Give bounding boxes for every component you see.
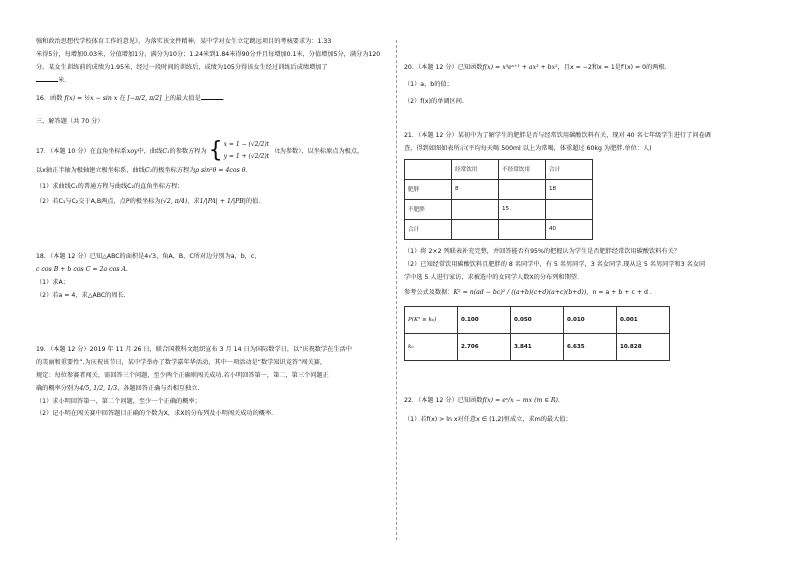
contingency-table <box>404 159 593 240</box>
q21-part2: （2）已知经常饮用碳酸饮料且肥胖的 8 名同学中，有 5 名男同学，3 名女同学.现从这 5 名男同学和3 名女同 <box>404 260 706 268</box>
left-column <box>36 36 391 421</box>
q17-part1: （1）求曲线C₁的普通方程与曲线C₂的直角坐标方程； <box>36 182 184 190</box>
column-divider <box>396 40 397 540</box>
q18-condition: c cos B + b cos C = 2a cos A. <box>36 265 128 273</box>
critical-value-table <box>404 306 670 361</box>
q18-part1: （1）求A； <box>36 278 69 286</box>
q19-line: 的美丽和重要性”.为庆祝该节日，某中学举办了数学嘉年华活动，其中一项活动是“数学知识竞答”闯关赛， <box>36 359 327 367</box>
reference-formula: 参考公式及数据：K² = n(ad − bc)² / ((a+b)(c+d)(a+c)(b+d))，n = a + b + c + d . <box>404 289 652 297</box>
q15-cont-line: 分。某女生训练前的成绩为1.95米，经过一段时间的训练后，成绩为105分得该女生经过训练后成绩增加了 <box>36 63 328 71</box>
answer-blank <box>36 74 58 82</box>
q15-cont-line: 米得5分，每增加0.03米，分值增加1分，满分为10分；1.24米到1.84米得90分并且每增加0.1米，分值增加5分，满分为120 <box>36 50 381 58</box>
q20-part2: （2）f(x)的单调区间. <box>404 97 464 105</box>
parametric-system: x = 1 − (√2/2)t y = 1 + (√2/2)t <box>223 140 270 160</box>
q17-line2: 以x轴正半轴为极轴建立极坐标系，曲线C₂的极坐标方程为ρ sin²θ = 4cos θ. <box>36 166 248 174</box>
q21-line: 查，得到如图如表所示(平均每天喝 500ml 以上为常喝，体重超过 60kg 为肥胖.单位：人) <box>404 145 652 153</box>
q19-line: 确的概率分别为4/5, 1/2, 1/3，各题回答正确与否相互独立. <box>36 384 200 392</box>
q22-part1: （1）若f(x) > ln x对任意x ∈ (1,2)恒成立，求m的最大值； <box>404 415 572 423</box>
question-21: 21．（本题 12 分）某初中为了解学生的肥胖是否与经常饮用碳酸饮料有关，现对 40 名七年级学生进行了问卷调 <box>404 132 711 140</box>
table-row: 不肥胖 15 <box>405 199 593 219</box>
table-row: k₀ 2.706 3.841 6.635 10.828 <box>405 334 670 361</box>
q21-part1: （1）将 2×2 列联表补充完整，并回答能否有95%的把握认为学生是否肥胖经常饮用碳酸饮料有关？ <box>404 247 680 255</box>
question-20: 20．（本题 12 分）已知函数f(x) = x³eˣ⁺¹ + ax³ + bx²，且x = −2和x = 1是f′(x) = 0的两根. <box>404 64 667 71</box>
question-18: 18．（本题 12 分）已知△ABC的面积是4√3，角A，B，C所对边分别为a，b，c， <box>36 253 261 261</box>
q17-part2: （2）若C₁与C₂交于A,B两点，点P的极坐标为(√2, π/4)，求1/|PA| + 1/|PB|的值. <box>36 198 261 206</box>
question-22: 22．（本题 12 分）已知函数f(x) = eˣ/x − mx (m ∈ R). <box>404 397 560 405</box>
table-row: P(K² ≥ k₀) 0.100 0.050 0.010 0.001 <box>405 307 670 334</box>
q19-part2: （2）记小明在闯关赛中回答题目正确的个数为X，求X的分布列及小明闯关成功的概率. <box>36 410 274 418</box>
table-row: 肥胖 8 18 <box>405 179 593 199</box>
q21-part2-line: 学中选 5 人进行家访，求被选中的女同学人数X的分布列和期望. <box>404 273 579 281</box>
system-brace: { <box>208 137 223 163</box>
q20-part1: （1）a，b的值； <box>404 80 453 88</box>
question-17: 17．（本题 10 分）在直角坐标系xoy中，曲线C₁的参数方程为 {x = 1 − (√2/2)t y = 1 + (√2/2)t （t为参数），以坐标原点为极点， <box>36 137 364 163</box>
q19-part1: （1）求小明回答第一，第二个问题，至少一个正确的概率； <box>36 397 201 405</box>
q19-line: 规定：每位参赛者闯关，需回答三个问题，至少两个正确则闯关成功.若小明回答第一，第二，第三个问题正 <box>36 371 329 379</box>
q18-part2: （2）若a = 4，求△ABC的周长. <box>36 291 126 299</box>
table-row: 经常饮用 不经常饮用 合计 <box>405 159 593 179</box>
q15-cont-line: 米. <box>36 74 391 88</box>
question-19: 19．（本题 12 分）2019 年 11 月 26 日，联合国教科文组织宣布 3 月 14 日为国际数学日，以“庆祝数学在生活中 <box>36 346 352 354</box>
q15-cont-line: 强和政治思想代学校体育工作的意见》，为落实该文件精神，某中学对女生立定跳远项目的考核要求为：1.33 <box>36 38 332 45</box>
table-row: 合计 40 <box>405 219 593 239</box>
answer-blank <box>201 92 223 100</box>
question-16: 16．函数 f(x) = ½x − sin x 在 [−π/2, π/2] 上的最大值是 . <box>36 92 391 106</box>
section-3-heading: 三、解答题（共 70 分） <box>36 117 104 125</box>
right-column <box>404 36 760 427</box>
